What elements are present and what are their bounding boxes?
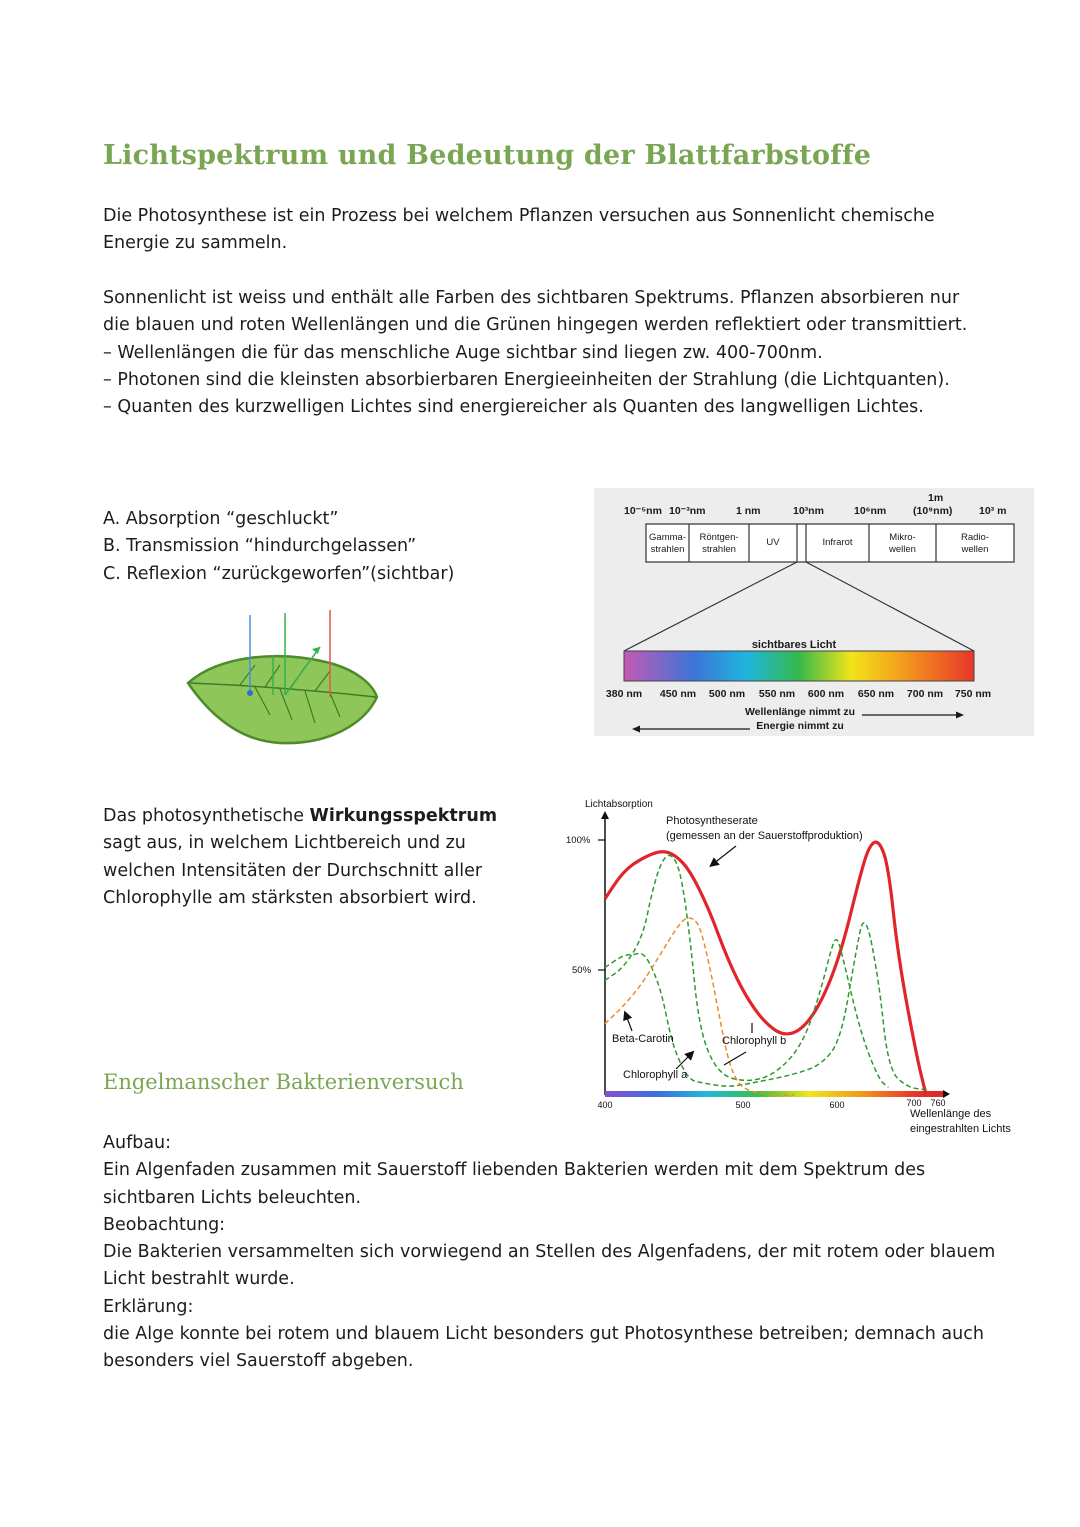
y-tick-label: 100% [566, 835, 591, 846]
band-infrared: Infrarot [822, 537, 853, 548]
list-item: C. Reflexion “zurückgeworfen”(sichtbar) [103, 563, 455, 584]
band-xray: Röntgen- [699, 532, 739, 543]
engelmann-experiment [103, 1130, 1003, 1376]
band-radio: wellen [961, 544, 989, 555]
absorption-spectrum-chart [560, 795, 1060, 1145]
band-microwave: Mikro- [889, 532, 916, 543]
bullet-item: – Photonen sind die kleinsten absorbierbaren Energieeinheiten der Strahlung (die Lichtquanten). [103, 369, 950, 390]
chlorophyll-a-label: Chlorophyll a [623, 1069, 688, 1081]
x-tick-label: 760 [930, 1098, 946, 1108]
band-uv: UV [766, 537, 780, 548]
band-xray: strahlen [702, 544, 736, 555]
wavelength-tick: 750 nm [954, 688, 992, 700]
series-line-photosyntheserate [605, 842, 926, 1095]
series-line-chlorophyll-b [605, 855, 888, 1087]
x-tick-label: 500 [735, 1100, 751, 1110]
scale-label: (10⁹nm) [913, 505, 953, 517]
rate-annotation: Photosyntheserate [666, 815, 758, 827]
action-spectrum-text: Das photosynthetische [103, 806, 310, 826]
section-heading: Engelmanscher Bakterienversuch [103, 1070, 464, 1094]
bullet-item: – Quanten des kurzwelligen Lichtes sind energiereicher als Quanten des langwelligen Lichtes. [103, 397, 924, 418]
action-spectrum-description [103, 803, 523, 912]
wavelength-tick: 700 nm [906, 688, 944, 700]
beta-carotin-label: Beta-Carotin [612, 1033, 674, 1045]
erklaerung-label: Erklärung: [103, 1296, 194, 1317]
leaf-illustration [180, 605, 385, 750]
electromagnetic-spectrum-diagram [594, 488, 1034, 736]
x-tick-label: 700 [906, 1098, 922, 1108]
list-item: A. Absorption “geschluckt” [103, 509, 339, 529]
rate-note-annotation: (gemessen an der Sauerstoffproduktion) [666, 830, 863, 842]
series-layer [605, 842, 926, 1095]
scale-label: 10³nm [793, 505, 824, 517]
bullet-item: – Wellenlängen die für das menschliche Auge sichtbar sind liegen zw. 400-700nm. [103, 342, 823, 363]
annotation-arrow-beta [626, 1015, 632, 1031]
intro-text: Die Photosynthese ist ein Prozess bei welchem Pflanzen versuchen aus Sonnenlicht chemische Energie zu sammeln. [103, 206, 935, 254]
x-axis-label-part: eingestrahlten Lichts [910, 1123, 1011, 1135]
x-axis-spectrum [605, 1091, 945, 1097]
wavelength-tick: 450 nm [659, 688, 697, 700]
x-tick-label: 400 [597, 1100, 613, 1110]
energy-increases-label: Energie nimmt zu [756, 720, 844, 732]
band-radio: Radio- [961, 532, 989, 543]
wavelength-tick: 600 nm [807, 688, 845, 700]
scale-label: 1m [928, 492, 944, 504]
intro-paragraph [103, 203, 983, 258]
band-gamma: Gamma- [649, 532, 686, 543]
visible-light-label: sichtbares Licht [751, 639, 837, 651]
wavelength-tick: 550 nm [758, 688, 796, 700]
x-axis-label-part: Wellenlänge des [910, 1108, 992, 1120]
band-microwave: wellen [889, 544, 916, 555]
aufbau-label: Aufbau: [103, 1133, 172, 1153]
erklaerung-text: die Alge konnte bei rotem und blauem Licht besonders gut Photosynthese betreiben; demnach auch besonders viel Sauerstoff abgeben. [103, 1324, 984, 1372]
scale-label: 10⁻³nm [669, 505, 706, 517]
light-interaction-list [103, 506, 454, 588]
list-item: B. Transmission “hindurchgelassen” [103, 536, 417, 557]
series-line-chlorophyll-a [605, 923, 926, 1090]
scale-label: 1 nm [736, 505, 761, 517]
sunlight-section [103, 285, 983, 421]
sunlight-text: Sonnenlicht ist weiss und enthält alle Farben des sichtbaren Spektrums. Pflanzen absorbieren nur die blauen und roten Wellenlängen und die Grünen hingegen werden reflektiert oder transmittiert. [103, 288, 968, 336]
annotation-arrow-chla [676, 1054, 691, 1069]
scale-label: 10³ m [979, 505, 1007, 517]
wavelength-tick: 650 nm [857, 688, 895, 700]
aufbau-text: Ein Algenfaden zusammen mit Sauerstoff liebenden Bakterien werden mit dem Spektrum des sichtbaren Lichts beleuchten. [103, 1160, 926, 1208]
action-spectrum-term: Wirkungsspektrum [309, 806, 498, 826]
beobachtung-text: Die Bakterien versammelten sich vorwiegend an Stellen des Algenfadens, der mit rotem oder blauem Licht bestrahlt wurde. [103, 1242, 996, 1290]
beobachtung-label: Beobachtung: [103, 1214, 226, 1235]
scale-label: 10⁻⁵nm [624, 505, 662, 517]
leaf-shape [188, 656, 377, 743]
y-axis-label: Lichtabsorption [585, 799, 653, 810]
page-title: Lichtspektrum und Bedeutung der Blattfarbstoffe [103, 140, 872, 171]
annotation-arrow-rate [713, 846, 736, 864]
visible-spectrum-bar [624, 651, 974, 681]
action-spectrum-text: sagt aus, in welchem Lichtbereich und zu welchen Intensitäten der Durchschnitt aller Chlorophylle am stärksten absorbiert wird. [103, 833, 483, 908]
x-tick-label: 600 [829, 1100, 845, 1110]
wavelength-tick: 380 nm [605, 688, 643, 700]
y-tick-label: 50% [572, 965, 592, 976]
band-gamma: strahlen [650, 544, 685, 555]
scale-label: 10⁶nm [854, 505, 887, 517]
wavelength-increases-label: Wellenlänge nimmt zu [744, 706, 856, 718]
wavelength-tick: 500 nm [708, 688, 746, 700]
chlorophyll-b-label: Chlorophyll b [722, 1035, 787, 1047]
y-axis-arrow-icon [601, 811, 609, 819]
x-axis-arrow-icon [943, 1090, 950, 1098]
absorption-point [247, 690, 253, 696]
